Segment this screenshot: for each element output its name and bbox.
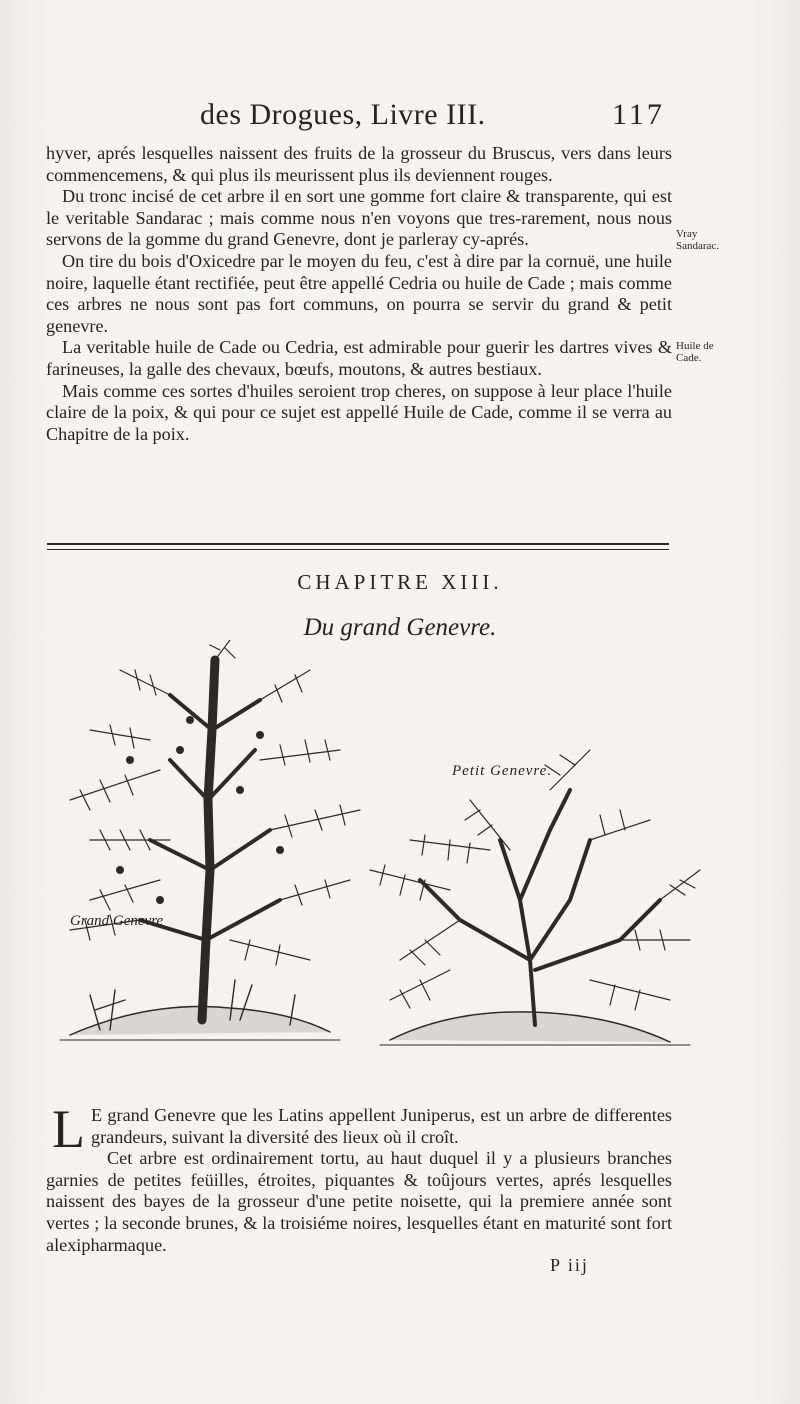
juniper-illustration — [30, 640, 710, 1060]
paragraph: hyver, aprés lesquelles naissent des fruits de la grosseur du Bruscus, vers dans leurs commencemens, & qui plus ils meurissent plus ils deviennent rouges. — [46, 143, 672, 185]
figure-label-petit-genevre: Petit Genevre. — [452, 763, 553, 779]
page-number: 117 — [612, 98, 665, 131]
margin-note-cade: Huile de Cade. — [676, 340, 714, 364]
paragraph: Du tronc incisé de cet arbre il en sort une gomme fort claire & transparente, qui est le veritable Sandarac ; mais comme nous n'en voyons que tres-rarement, nous nous servons de la gomme du grand Genevre, dont je parleray cy-aprés. — [46, 186, 672, 250]
running-title: des Drogues, Livre III. — [200, 98, 486, 131]
drop-cap: L — [52, 1099, 85, 1159]
chapter-heading: CHAPITRE XIII. — [297, 570, 503, 594]
paragraph: On tire du bois d'Oxicedre par le moyen du feu, c'est à dire par la cornuë, une huile noire, laquelle étant rectifiée, peut être appellé Cedria ou huile de Cade ; mais comme ces arbres ne nous sont pas fort communs, on pourra se servir du grand & petit genevre. — [46, 250, 672, 336]
paragraph: Mais comme ces sortes d'huiles seroient trop cheres, on suppose à leur place l'huile claire de la poix, & qui pour ce sujet est appellé Huile de Cade, comme il se verra au Chapitre de la poix. — [46, 380, 672, 444]
figure-label-grand-genevre: Grand Genevre — [70, 913, 164, 929]
chapter-title: Du grand Genevre. — [303, 614, 497, 641]
bottom-text-block — [46, 1099, 672, 1256]
margin-note-sandarac: Vray Sandarac. — [676, 228, 720, 252]
signature-mark: P iij — [550, 1255, 589, 1275]
petit-genevre-shrub — [370, 750, 700, 1045]
paragraph-text: E grand Genevre que les Latins appellent Juniperus, est un arbre de differentes grandeurs, suivant la diversité des lieux où il croît. — [91, 1105, 672, 1147]
top-text-block — [46, 143, 672, 445]
running-head — [0, 98, 800, 138]
paragraph-with-dropcap — [46, 1099, 672, 1159]
section-divider — [47, 543, 669, 550]
paragraph: Cet arbre est ordinairement tortu, au haut duquel il y a plusieurs branches garnies de petites feüilles, étroites, piquantes & toûjours vertes, aprés lesquelles naissent des bayes de la grosseur d'une petite noisette, qui la premiere année sont vertes ; la seconde brunes, & la troisiéme noires, lesquelles étant en maturité sont fort alexipharmaque. — [46, 1148, 672, 1255]
paragraph: La veritable huile de Cade ou Cedria, est admirable pour guerir les dartres vives & farineuses, la galle des chevaux, bœufs, moutons, & autres bestiaux. — [46, 337, 672, 379]
grand-genevre-tree — [60, 640, 360, 1040]
